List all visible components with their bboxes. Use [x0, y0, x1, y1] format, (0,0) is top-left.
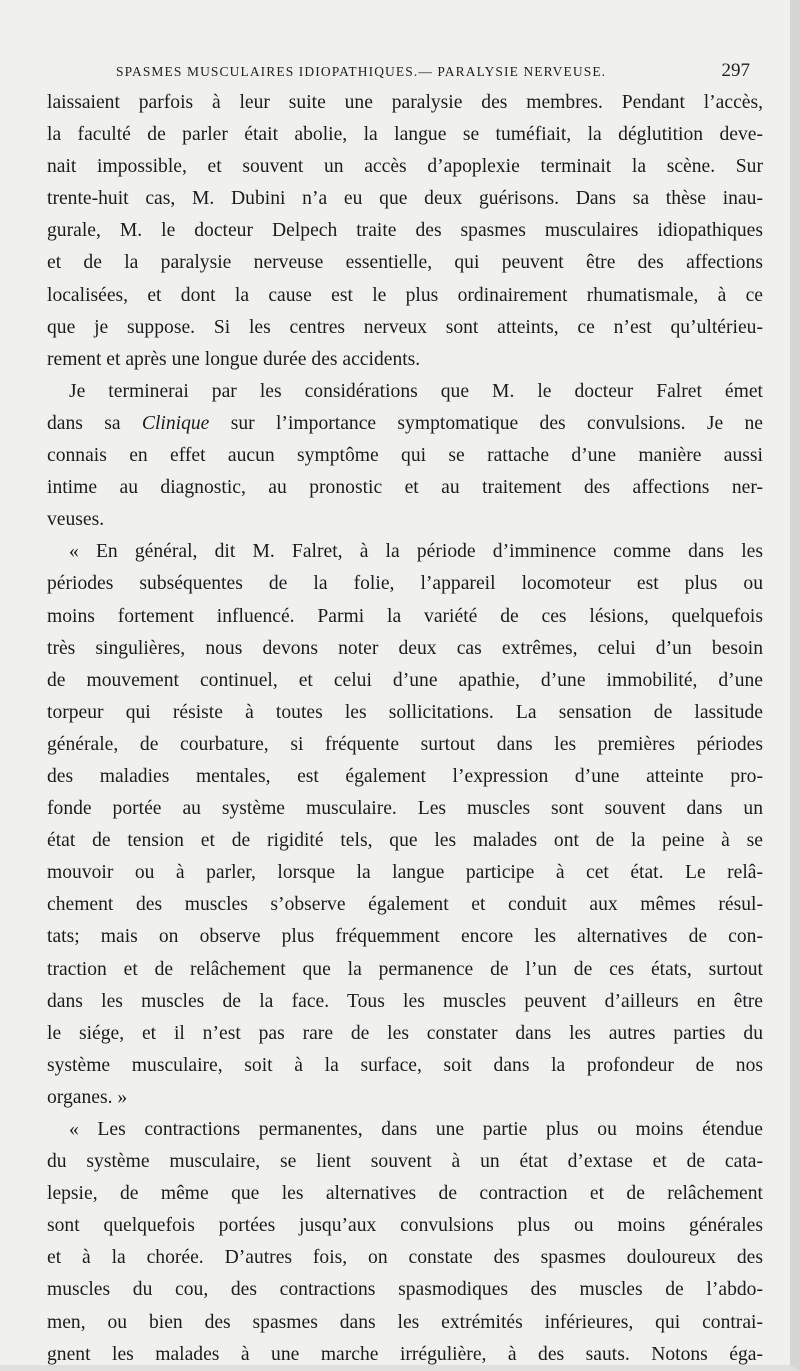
text-line: la faculté de parler était abolie, la langue se tuméfiait, la déglutition deve- [47, 124, 763, 146]
text-line: de mouvement continuel, et celui d’une apathie, d’une immobilité, d’une [47, 669, 763, 691]
text-line: moins fortement influencé. Parmi la variété de ces lésions, quelquefois [47, 605, 763, 627]
text-line: du système musculaire, se lient souvent à un état d’extase et de cata- [47, 1151, 763, 1173]
text-line: « Les contractions permanentes, dans une partie plus ou moins étendue [69, 1119, 763, 1140]
text-line: et à la chorée. D’autres fois, on constate des spasmes douloureux des [47, 1247, 763, 1269]
text-line: système musculaire, soit à la surface, soit dans la profondeur de nos [47, 1054, 763, 1076]
text-line: dans les muscles de la face. Tous les muscles peuvent d’ailleurs en être [47, 990, 763, 1012]
text-line: sont quelquefois portées jusqu’aux convulsions plus ou moins générales [47, 1215, 763, 1237]
text-line: gurale, M. le docteur Delpech traite des spasmes musculaires idiopathiques [47, 220, 763, 242]
text-line: connais en effet aucun symptôme qui se rattache d’une manière aussi [47, 445, 763, 467]
text-line: des maladies mentales, est également l’expression d’une atteinte pro- [47, 765, 763, 787]
text-line: fonde portée au système musculaire. Les muscles sont souvent dans un [47, 798, 763, 820]
text-line: périodes subséquentes de la folie, l’appareil locomoteur est plus ou [47, 573, 763, 595]
text-line: rement et après une longue durée des accidents. [47, 348, 421, 370]
text-line: localisées, et dont la cause est le plus ordinairement rhumatismale, à ce [47, 284, 763, 306]
page-number: 297 [721, 60, 750, 81]
text-line: chement des muscles s’observe également et conduit aux mêmes résul- [47, 894, 763, 916]
running-head [48, 62, 750, 86]
text-line: mouvoir ou à parler, lorsque la langue participe à cet état. Le relâ- [47, 862, 763, 884]
text-segment: dans sa Clinique sur l’importance symptomatique des convulsions. Je ne [47, 412, 763, 434]
text-line: torpeur qui résiste à toutes les sollicitations. La sensation de lassitude [47, 701, 763, 723]
text-line: nait impossible, et souvent un accès d’apoplexie terminait la scène. Sur [47, 156, 763, 178]
text-line: traction et de relâchement que la permanence de l’un de ces états, surtout [47, 958, 763, 980]
text-line: tats; mais on observe plus fréquemment encore les alternatives de con- [47, 926, 763, 948]
body-text [47, 87, 763, 1371]
text-line: laissaient parfois à leur suite une paralysie des membres. Pendant l’accès, [47, 92, 763, 113]
text-line: générale, de courbature, si fréquente surtout dans les premières périodes [47, 733, 763, 755]
text-line: veuses. [47, 509, 105, 531]
text-line: le siége, et il n’est pas rare de les constater dans les autres parties du [47, 1022, 763, 1044]
text-line: très singulières, nous devons noter deux cas extrêmes, celui d’un besoin [47, 637, 763, 659]
text-line: muscles du cou, des contractions spasmodiques des muscles de l’abdo- [47, 1279, 763, 1301]
text-line: men, ou bien des spasmes dans les extrémités inférieures, qui contrai- [47, 1311, 763, 1333]
text-line: intime au diagnostic, au pronostic et au traitement des affections ner- [47, 477, 763, 499]
text-line: trente-huit cas, M. Dubini n’a eu que deux guérisons. Dans sa thèse inau- [47, 188, 763, 210]
text-line: organes. » [47, 1086, 128, 1108]
text-line: Je terminerai par les considérations que M. le docteur Falret émet [69, 380, 763, 402]
text-line: état de tension et de rigidité tels, que les malades ont de la peine à se [47, 830, 763, 852]
running-title: SPASMES MUSCULAIRES IDIOPATHIQUES.— PARALYSIE NERVEUSE. [116, 64, 607, 79]
text-line: et de la paralysie nerveuse essentielle, qui peuvent être des affections [47, 252, 763, 274]
text-line: lepsie, de même que les alternatives de contraction et de relâchement [47, 1183, 763, 1205]
text-line: « En général, dit M. Falret, à la période d’imminence comme dans les [69, 541, 763, 563]
text-line: que je suppose. Si les centres nerveux sont atteints, ce n’est qu’ultérieu- [47, 316, 763, 338]
text-line: gnent les malades à une marche irrégulière, à des sauts. Notons éga- [47, 1343, 763, 1365]
text-line [47, 408, 763, 440]
